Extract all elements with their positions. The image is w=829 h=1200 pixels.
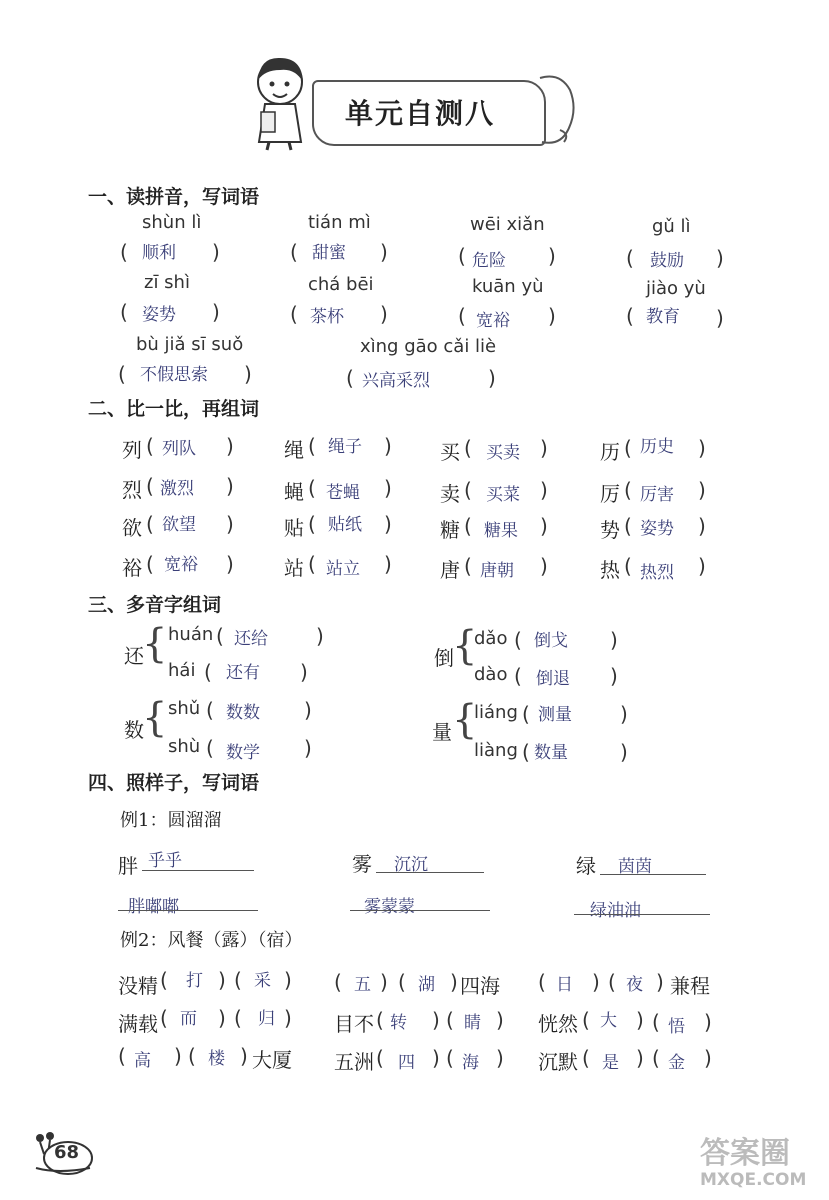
bracket-left: ( (582, 1046, 590, 1070)
polyphone-pinyin: huán (168, 624, 214, 645)
answer-item: 危险 (472, 251, 506, 271)
bracket-right: ) (384, 434, 392, 458)
compare-char: 卖 (440, 482, 460, 506)
section-2-title: 二、比一比，再组词 (88, 398, 260, 420)
answer-item: 四 (398, 1053, 415, 1073)
bracket-right: ) (218, 968, 226, 992)
answer-item: 五 (354, 975, 371, 995)
compare-char: 站 (284, 556, 304, 580)
bracket-left: ( (120, 300, 128, 324)
bracket-right: ) (226, 474, 234, 498)
bracket-left: ( (290, 240, 298, 264)
answer-item: 夜 (626, 975, 643, 995)
answer-item: 糖果 (484, 521, 518, 541)
bracket-right: ) (610, 664, 618, 688)
answer-item: 甜蜜 (312, 243, 346, 263)
pinyin-item: shùn lì (142, 212, 202, 233)
idiom-prefix: 沉默 (538, 1050, 578, 1074)
bracket-left: ( (160, 968, 168, 992)
bracket-left: ( (308, 476, 316, 500)
idiom-prefix: 五洲 (334, 1050, 374, 1074)
bracket-left: ( (464, 554, 472, 578)
answer-item: 还给 (234, 629, 268, 649)
answer-item: 绳子 (328, 437, 362, 457)
blank-line (600, 874, 706, 875)
pinyin-item: wēi xiǎn (470, 214, 545, 235)
answer-item: 姿势 (640, 519, 674, 539)
compare-char: 历 (600, 440, 620, 464)
example-char: 胖 (118, 854, 138, 878)
bracket-left: ( (146, 512, 154, 536)
scroll-end-icon (530, 70, 580, 150)
bracket-right: ) (488, 366, 496, 390)
bracket-right: ) (704, 1046, 712, 1070)
bracket-right: ) (540, 554, 548, 578)
watermark-url: MXQE.COM (700, 1170, 807, 1190)
polyphone-pinyin: shǔ (168, 698, 201, 719)
page-title: 单元自测八 (345, 97, 496, 130)
bracket-right: ) (380, 240, 388, 264)
example-1: 例1：圆溜溜 (120, 810, 222, 831)
bracket-left: ( (160, 1006, 168, 1030)
brace-icon: { (452, 697, 478, 743)
blank-line (142, 870, 254, 871)
bracket-left: ( (206, 698, 214, 722)
answer-item: 归 (258, 1009, 275, 1029)
bracket-right: ) (656, 970, 664, 994)
answer-item: 苍蝇 (326, 483, 360, 503)
bracket-right: ) (548, 304, 556, 328)
answer-item: 鼓励 (650, 251, 684, 271)
bracket-left: ( (464, 436, 472, 460)
answer-item: 数量 (534, 743, 568, 763)
bracket-left: ( (308, 552, 316, 576)
pinyin-item: tián mì (308, 212, 371, 233)
pinyin-item: gǔ lì (652, 216, 691, 237)
bracket-left: ( (376, 1046, 384, 1070)
bracket-right: ) (304, 736, 312, 760)
compare-char: 蝇 (284, 480, 304, 504)
answer-item: 数数 (226, 703, 260, 723)
bracket-right: ) (620, 702, 628, 726)
answer-item: 茶杯 (310, 307, 344, 327)
polyphone-char: 还 (124, 644, 144, 668)
answer-item: 采 (254, 971, 271, 991)
bracket-right: ) (636, 1046, 644, 1070)
bracket-left: ( (624, 514, 632, 538)
pinyin-item: xìng gāo cǎi liè (360, 336, 497, 357)
bracket-right: ) (540, 514, 548, 538)
bracket-left: ( (234, 1006, 242, 1030)
bracket-left: ( (146, 434, 154, 458)
bracket-left: ( (188, 1044, 196, 1068)
bracket-left: ( (234, 968, 242, 992)
compare-char: 绳 (284, 438, 304, 462)
bracket-right: ) (716, 306, 724, 330)
answer-item: 测量 (538, 705, 572, 725)
bracket-right: ) (218, 1006, 226, 1030)
bracket-left: ( (146, 552, 154, 576)
bracket-right: ) (698, 514, 706, 538)
idiom-suffix: 四海 (460, 974, 500, 998)
bracket-right: ) (304, 698, 312, 722)
answer-item: 站立 (326, 559, 360, 579)
answer-item: 日 (556, 975, 573, 995)
bracket-right: ) (380, 302, 388, 326)
bracket-right: ) (698, 478, 706, 502)
bracket-left: ( (308, 512, 316, 536)
bracket-left: ( (206, 736, 214, 760)
answer-item: 贴纸 (328, 515, 362, 535)
bracket-right: ) (384, 552, 392, 576)
answer-item: 悟 (668, 1017, 685, 1037)
bracket-right: ) (716, 246, 724, 270)
bracket-right: ) (212, 300, 220, 324)
bracket-right: ) (432, 1046, 440, 1070)
answer-item: 是 (602, 1053, 619, 1073)
answer-item: 倒退 (536, 669, 570, 689)
bracket-left: ( (458, 304, 466, 328)
answer-item: 楼 (208, 1049, 225, 1069)
answer-item: 雾蒙蒙 (364, 897, 415, 917)
bracket-right: ) (548, 244, 556, 268)
section-3-title: 三、多音字组词 (88, 594, 222, 616)
answer-item: 高 (134, 1051, 151, 1071)
bracket-left: ( (522, 740, 530, 764)
idiom-suffix: 兼程 (670, 974, 710, 998)
bracket-left: ( (446, 1008, 454, 1032)
pinyin-item: zī shì (144, 272, 190, 293)
compare-char: 势 (600, 518, 620, 542)
section-1-title: 一、读拼音，写词语 (88, 186, 260, 208)
compare-char: 裕 (122, 556, 142, 580)
idiom-prefix: 没精 (118, 974, 158, 998)
answer-item: 买菜 (486, 485, 520, 505)
answer-item: 绿油油 (590, 901, 641, 921)
bracket-left: ( (446, 1046, 454, 1070)
compare-char: 厉 (600, 482, 620, 506)
pinyin-item: jiào yù (646, 278, 706, 299)
answer-item: 茵茵 (618, 857, 652, 877)
watermark-logo: 答案圈 (700, 1136, 790, 1171)
answer-item: 宽裕 (164, 555, 198, 575)
bracket-right: ) (432, 1008, 440, 1032)
bracket-left: ( (346, 366, 354, 390)
bracket-right: ) (300, 660, 308, 684)
bracket-right: ) (698, 554, 706, 578)
answer-item: 欲望 (162, 515, 196, 535)
bracket-right: ) (636, 1008, 644, 1032)
page-number: 68 (54, 1142, 80, 1163)
answer-item: 倒戈 (534, 631, 568, 651)
pinyin-item: bù jiǎ sī suǒ (136, 334, 244, 355)
answer-item: 兴高采烈 (362, 371, 430, 391)
bracket-right: ) (592, 970, 600, 994)
idiom-prefix: 目不 (334, 1012, 374, 1036)
bracket-right: ) (384, 476, 392, 500)
bracket-left: ( (514, 664, 522, 688)
answer-item: 顺利 (142, 243, 176, 263)
compare-char: 唐 (440, 558, 460, 582)
answer-item: 宽裕 (476, 311, 510, 331)
bracket-left: ( (522, 702, 530, 726)
section-4-title: 四、照样子，写词语 (88, 772, 260, 794)
bracket-right: ) (610, 628, 618, 652)
bracket-right: ) (384, 512, 392, 536)
bracket-left: ( (464, 478, 472, 502)
bracket-right: ) (540, 478, 548, 502)
bracket-right: ) (226, 552, 234, 576)
compare-char: 列 (122, 438, 142, 462)
bracket-right: ) (540, 436, 548, 460)
answer-item: 沉沉 (394, 855, 428, 875)
polyphone-char: 数 (124, 718, 144, 742)
idiom-suffix: 大厦 (252, 1048, 292, 1072)
bracket-left: ( (118, 1044, 126, 1068)
bracket-right: ) (174, 1044, 182, 1068)
bracket-right: ) (226, 512, 234, 536)
bracket-right: ) (240, 1044, 248, 1068)
bracket-right: ) (226, 434, 234, 458)
compare-char: 热 (600, 558, 620, 582)
bracket-right: ) (450, 970, 458, 994)
blank-line (574, 914, 710, 915)
bracket-left: ( (290, 302, 298, 326)
bracket-left: ( (652, 1010, 660, 1034)
answer-item: 湖 (418, 975, 435, 995)
answer-item: 买卖 (486, 443, 520, 463)
bracket-left: ( (626, 304, 634, 328)
bracket-right: ) (244, 362, 252, 386)
example-2: 例2：风餐（露）（宿） (120, 930, 303, 951)
bracket-left: ( (146, 474, 154, 498)
bracket-right: ) (698, 436, 706, 460)
bracket-left: ( (582, 1008, 590, 1032)
polyphone-pinyin: hái (168, 660, 196, 681)
polyphone-char: 倒 (434, 646, 454, 670)
bracket-left: ( (398, 970, 406, 994)
idiom-prefix: 满载 (118, 1012, 158, 1036)
compare-char: 欲 (122, 516, 142, 540)
bracket-left: ( (308, 434, 316, 458)
bracket-left: ( (514, 628, 522, 652)
answer-item: 转 (390, 1013, 407, 1033)
brace-icon: { (142, 695, 168, 741)
polyphone-char: 量 (432, 720, 452, 744)
bracket-left: ( (538, 970, 546, 994)
bracket-left: ( (464, 514, 472, 538)
bracket-left: ( (118, 362, 126, 386)
brace-icon: { (142, 621, 168, 667)
bracket-right: ) (704, 1010, 712, 1034)
bracket-left: ( (334, 970, 342, 994)
answer-item: 金 (668, 1053, 685, 1073)
answer-item: 厉害 (640, 485, 674, 505)
polyphone-pinyin: shù (168, 736, 201, 757)
blank-line (350, 910, 490, 911)
bracket-left: ( (624, 436, 632, 460)
compare-char: 买 (440, 440, 460, 464)
polyphone-pinyin: liàng (474, 740, 518, 761)
bracket-right: ) (496, 1008, 504, 1032)
bracket-left: ( (624, 554, 632, 578)
bracket-left: ( (626, 246, 634, 270)
answer-item: 胖嘟嘟 (128, 897, 179, 917)
answer-item: 而 (180, 1009, 197, 1029)
answer-item: 打 (186, 971, 203, 991)
answer-item: 大 (600, 1011, 617, 1031)
answer-item: 唐朝 (480, 561, 514, 581)
bracket-left: ( (458, 244, 466, 268)
bracket-left: ( (376, 1008, 384, 1032)
bracket-left: ( (624, 478, 632, 502)
cartoon-girl-icon (245, 52, 315, 152)
blank-line (118, 910, 258, 911)
bracket-left: ( (204, 660, 212, 684)
bracket-right: ) (284, 968, 292, 992)
polyphone-pinyin: dào (474, 664, 508, 685)
bracket-right: ) (380, 970, 388, 994)
bracket-left: ( (120, 240, 128, 264)
answer-item: 睛 (464, 1013, 481, 1033)
bracket-right: ) (620, 740, 628, 764)
idiom-prefix: 恍然 (538, 1012, 578, 1036)
bracket-left: ( (216, 624, 224, 648)
answer-item: 数学 (226, 743, 260, 763)
answer-item: 海 (462, 1053, 479, 1073)
answer-item: 教育 (646, 307, 680, 327)
blank-line (376, 872, 484, 873)
bracket-left: ( (652, 1046, 660, 1070)
answer-item: 历史 (640, 437, 674, 457)
bracket-right: ) (212, 240, 220, 264)
compare-char: 烈 (122, 478, 142, 502)
example-char: 绿 (576, 854, 596, 878)
answer-item: 乎乎 (148, 851, 182, 871)
answer-item: 激烈 (160, 479, 194, 499)
bracket-right: ) (284, 1006, 292, 1030)
bracket-right: ) (496, 1046, 504, 1070)
bracket-right: ) (316, 624, 324, 648)
example-char: 雾 (352, 852, 372, 876)
brace-icon: { (452, 623, 478, 669)
answer-item: 还有 (226, 663, 260, 683)
answer-item: 不假思索 (140, 365, 208, 385)
answer-item: 姿势 (142, 305, 176, 325)
compare-char: 贴 (284, 516, 304, 540)
answer-item: 列队 (162, 439, 196, 459)
pinyin-item: chá bēi (308, 274, 374, 295)
polyphone-pinyin: dǎo (474, 628, 508, 649)
polyphone-pinyin: liáng (474, 702, 518, 723)
pinyin-item: kuān yù (472, 276, 544, 297)
compare-char: 糖 (440, 518, 460, 542)
bracket-left: ( (608, 970, 616, 994)
answer-item: 热烈 (640, 563, 674, 583)
